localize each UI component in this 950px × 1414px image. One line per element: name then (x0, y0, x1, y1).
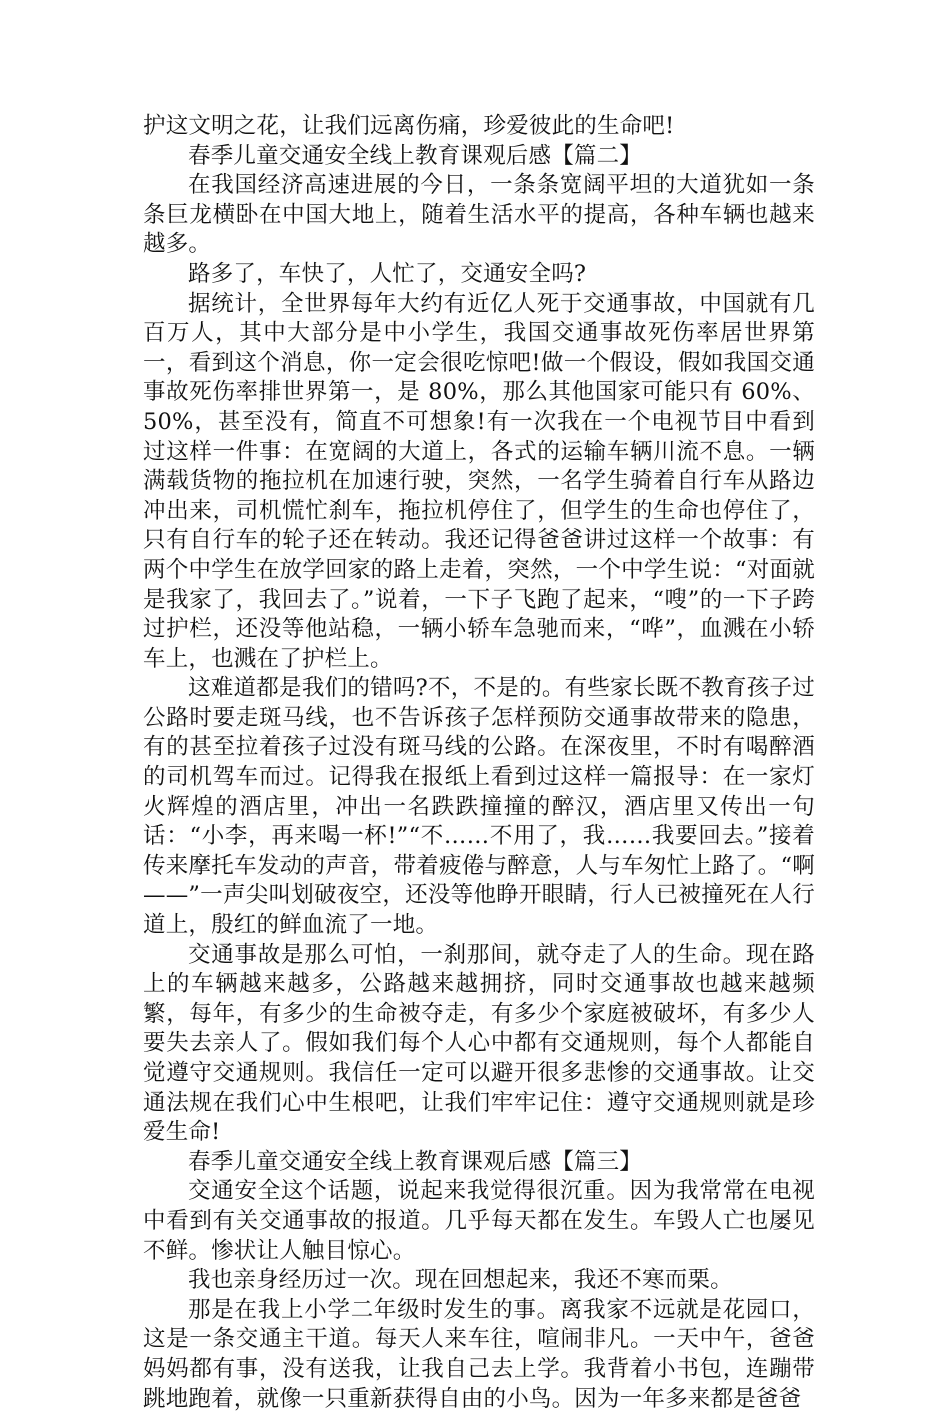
document-page (143, 112, 815, 1414)
paragraph: 我也亲身经历过一次。现在回想起来，我还不寒而栗。 (188, 1267, 733, 1294)
paragraph: 交通事故是那么可怕，一刹那间，就夺走了人的生命。现在路上的车辆越来越多，公路越来越拥挤，同时交通事故也越来越频繁，每年，有多少的生命被夺走，有多少个家庭被破坏，有多少人要失去亲人了。假如我们每个人心中都有交通规则，每个人都能自觉遵守交通规则。我信任一定可以避开很多悲惨的交通事故。让交通法规在我们心中生根吧，让我们牢牢记住：遵守交通规则就是珍爱生命! (143, 941, 815, 1146)
paragraph: 那是在我上小学二年级时发生的事。离我家不远就是花园口，这是一条交通主干道。每天人来车往，喧闹非凡。一天中午，爸爸妈妈都有事，没有送我，让我自己去上学。我背着小书包，连蹦带跳地跑着，就像一只重新获得自由的小鸟。因为一年多来都是爸爸 (143, 1296, 815, 1412)
paragraph: 路多了，车快了，人忙了，交通安全吗? (188, 260, 587, 287)
paragraph: 据统计，全世界每年大约有近亿人死于交通事故，中国就有几百万人，其中大部分是中小学生，我国交通事故死伤率居世界第一，看到这个消息，你一定会很吃惊吧!做一个假设，假如我国交通事故死伤率排世界第一，是 80%，那么其他国家可能只有 60%、50%，甚至没有，简直不可想象!有一次我在一个电视节目中看到过这样一件事：在宽阔的大道上，各式的运输车辆川流不息。一辆满载货物的拖拉机在加速行驶，突然，一名学生骑着自行车从路边冲出来，司机慌忙刹车，拖拉机停住了，但学生的生命也停住了，只有自行车的轮子还在转动。我还记得爸爸讲过这样一个故事：有两个中学生在放学回家的路上走着，突然，一个中学生说：“对面就是我家了，我回去了。”说着，一下子飞跑了起来，“嗖”的一下子跨过护栏，还没等他站稳，一辆小轿车急驰而来，“哗”，血溅在小轿车上，也溅在了护栏上。 (143, 290, 815, 672)
section-heading-part-two: 春季儿童交通安全线上教育课观后感【篇二】 (188, 142, 643, 169)
section-heading-part-three: 春季儿童交通安全线上教育课观后感【篇三】 (188, 1148, 643, 1175)
paragraph: 交通安全这个话题，说起来我觉得很沉重。因为我常常在电视中看到有关交通事故的报道。几乎每天都在发生。车毁人亡也屡见不鲜。惨状让人触目惊心。 (143, 1178, 815, 1264)
paragraph: 在我国经济高速进展的今日，一条条宽阔平坦的大道犹如一条条巨龙横卧在中国大地上，随着生活水平的提高，各种车辆也越来越多。 (143, 172, 815, 258)
paragraph-closing-line: 护这文明之花，让我们远离伤痛，珍爱彼此的生命吧! (143, 113, 675, 139)
paragraph: 这难道都是我们的错吗?不，不是的。有些家长既不教育孩子过公路时要走斑马线，也不告诉孩子怎样预防交通事故带来的隐患，有的甚至拉着孩子过没有斑马线的公路。在深夜里，不时有喝醉酒的司机驾车而过。记得我在报纸上看到过这样一篇报导：在一家灯火辉煌的酒店里，冲出一名跌跌撞撞的醉汉，酒店里又传出一句话：“小李，再来喝一杯!”“不……不用了，我……我要回去。”接着传来摩托车发动的声音，带着疲倦与醉意，人与车匆忙上路了。“啊——”一声尖叫划破夜空，还没等他睁开眼睛，行人已被撞死在人行道上，殷红的鲜血流了一地。 (143, 675, 815, 939)
